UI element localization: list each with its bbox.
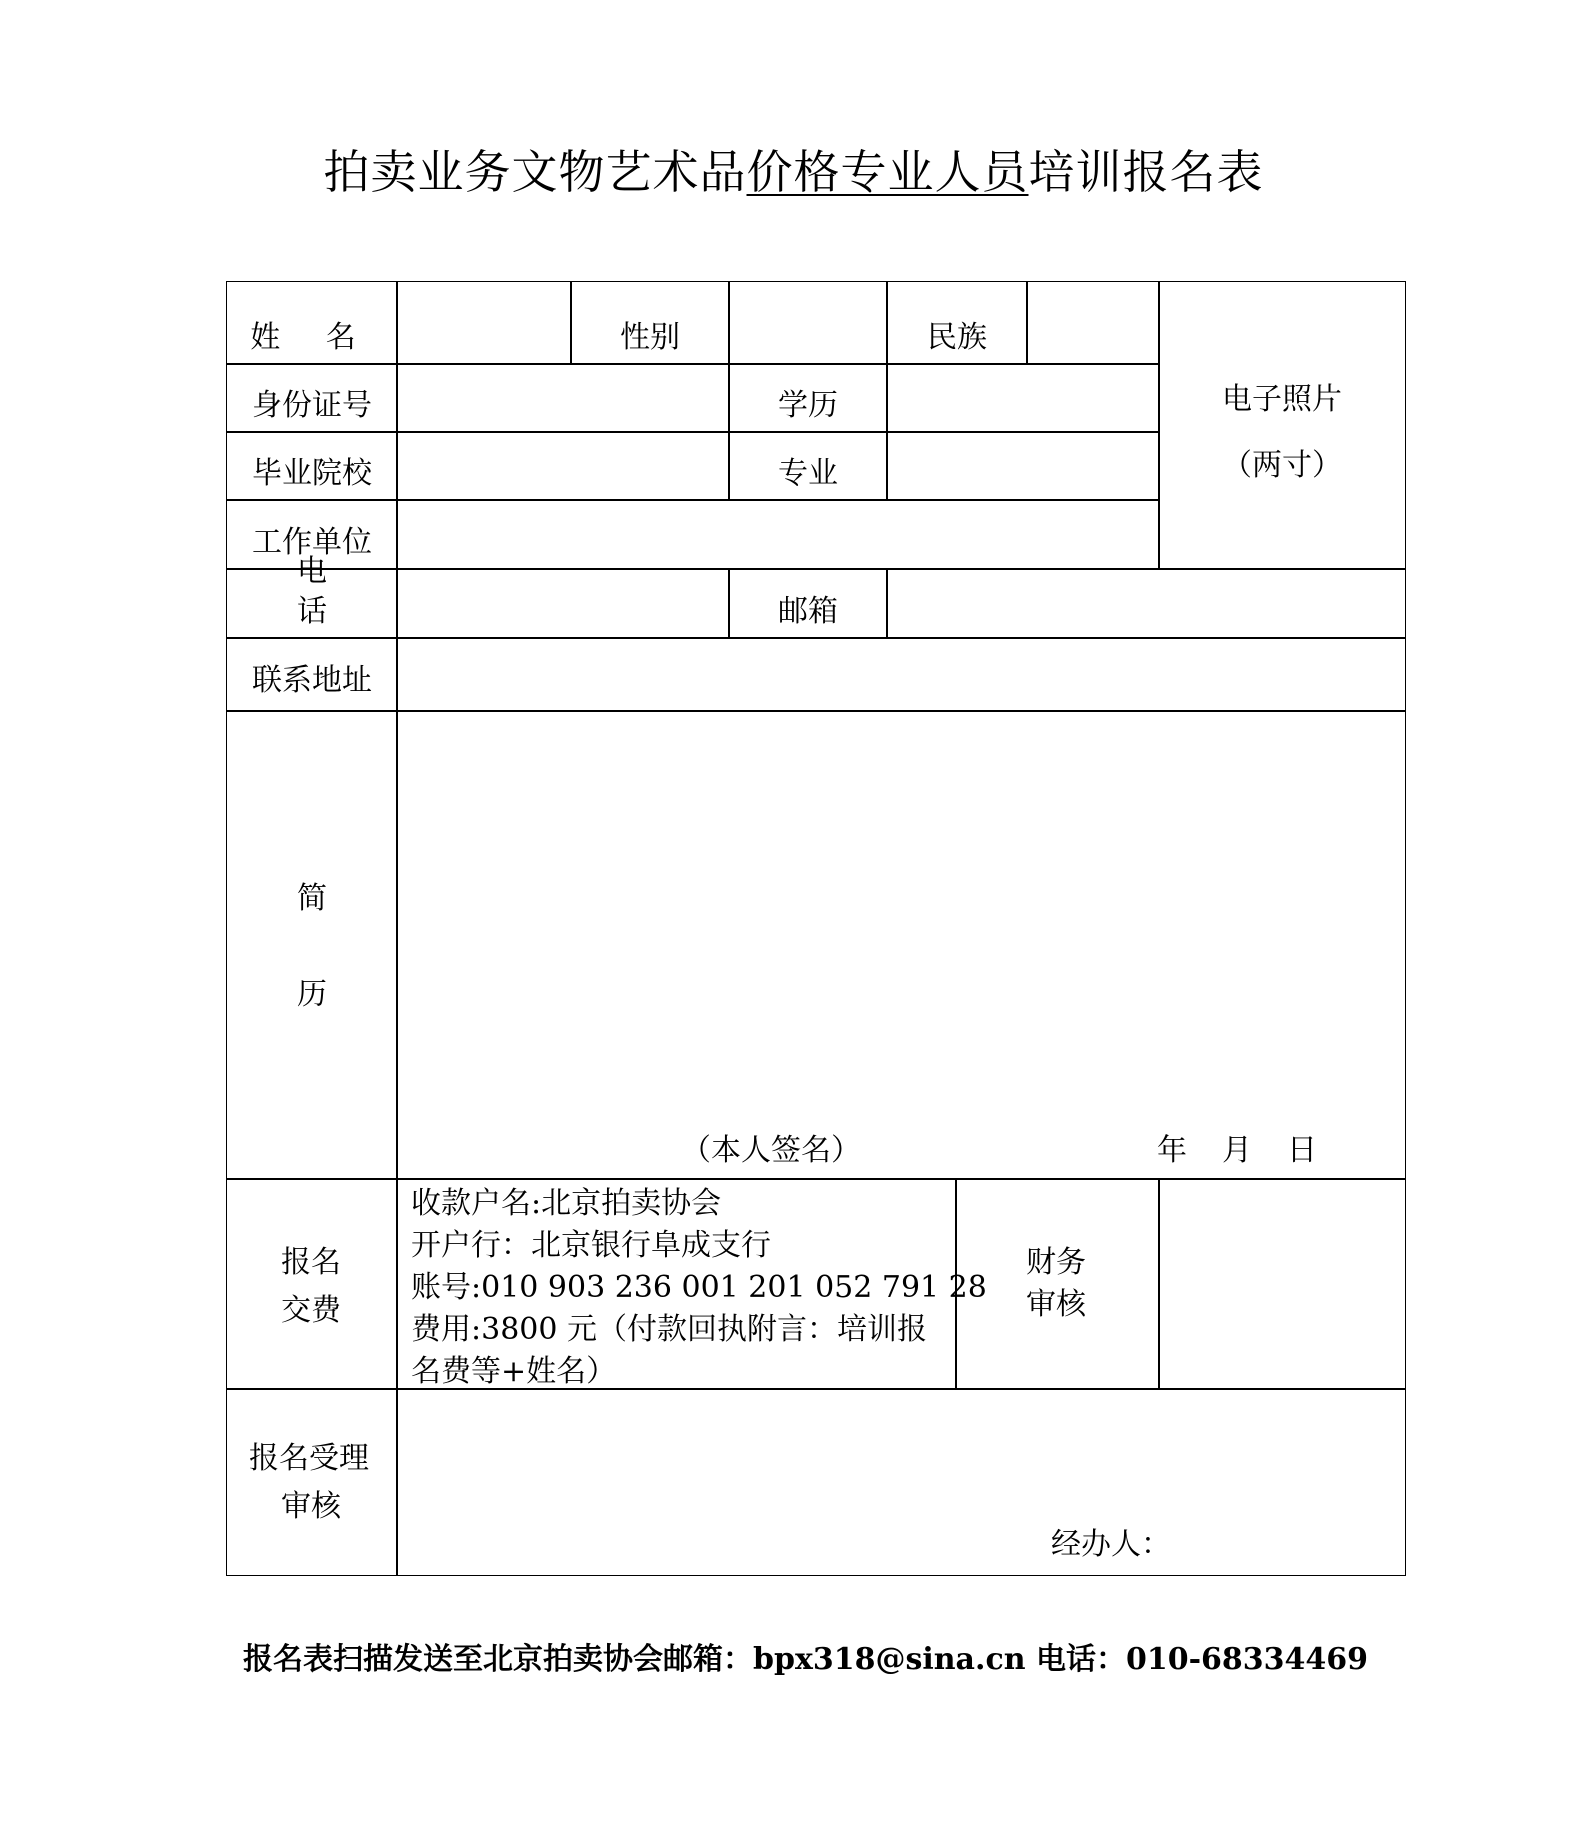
major-field[interactable] xyxy=(886,431,1160,501)
review-field[interactable] xyxy=(396,1388,1406,1576)
major-label-cell xyxy=(728,431,888,501)
payment-account-name: 收款户名:北京拍卖协会 xyxy=(411,1186,722,1221)
review-label-2: 审核 xyxy=(281,1489,341,1524)
finance-label-1: 财务 xyxy=(1026,1245,1086,1280)
email-field[interactable] xyxy=(886,568,1406,639)
date-day: 日 xyxy=(1287,1133,1317,1168)
education-field[interactable] xyxy=(886,363,1160,433)
payment-fee: 费用:3800 元（付款回执附言：培训报 xyxy=(411,1312,927,1347)
school-label-cell xyxy=(226,431,398,501)
date-year: 年 xyxy=(1157,1133,1187,1168)
resume-label-cell xyxy=(226,710,398,1180)
title-part-3: 培训报名表 xyxy=(1028,145,1264,199)
photo-label: 电子照片 xyxy=(1222,382,1342,417)
title-part-2-underlined: 价格专业人员 xyxy=(746,145,1029,199)
name-field[interactable] xyxy=(396,281,572,365)
handler-label: 经办人： xyxy=(1051,1527,1171,1562)
resume-label-1: 简 xyxy=(297,881,327,916)
phone-label: 电 话 xyxy=(297,554,387,629)
footer-note: 报名表扫描发送至北京拍卖协会邮箱：bpx318@sina.cn 电话：010-68334469 xyxy=(243,1642,1369,1677)
phone-label-cell xyxy=(226,554,398,639)
finance-label-2: 审核 xyxy=(1026,1287,1086,1322)
gender-label-cell xyxy=(570,281,730,365)
fee-label-cell xyxy=(226,1178,398,1390)
ethnicity-label: 民族 xyxy=(927,320,987,355)
resume-label-2: 历 xyxy=(297,977,327,1012)
fee-label-1: 报名 xyxy=(281,1245,341,1280)
address-label: 联系地址 xyxy=(252,662,372,698)
major-label: 专业 xyxy=(778,456,838,491)
resume-field[interactable] xyxy=(396,710,1406,1180)
id-label-cell xyxy=(226,363,398,433)
review-label-cell xyxy=(226,1388,398,1576)
payment-info xyxy=(411,1183,987,1393)
ethnicity-field[interactable] xyxy=(1026,281,1160,365)
payment-bank: 开户行：北京银行阜成支行 xyxy=(411,1228,771,1263)
school-label: 毕业院校 xyxy=(252,456,372,491)
signature-label: （本人签名） xyxy=(681,1133,861,1168)
title-part-1: 拍卖业务文物艺术品 xyxy=(323,145,747,199)
gender-field[interactable] xyxy=(728,281,888,365)
date-month: 月 xyxy=(1222,1133,1252,1168)
photo-cell[interactable] xyxy=(1158,281,1406,570)
payment-fee-note: 名费等+姓名） xyxy=(411,1354,617,1389)
phone-field[interactable] xyxy=(396,568,730,639)
education-label-cell xyxy=(728,363,888,433)
ethnicity-label-cell xyxy=(886,281,1028,365)
employer-field[interactable] xyxy=(396,499,1160,570)
email-label-cell xyxy=(728,568,888,639)
page-title xyxy=(0,142,1587,202)
address-field[interactable] xyxy=(396,637,1406,712)
education-label: 学历 xyxy=(778,388,838,423)
email-label: 邮箱 xyxy=(778,594,838,629)
review-label-1: 报名受理 xyxy=(249,1441,369,1476)
name-label: 姓 名 xyxy=(250,320,374,355)
payment-info-cell xyxy=(396,1178,987,1390)
employer-label: 工作单位 xyxy=(252,525,372,560)
payment-account-number: 账号:010 903 236 001 201 052 791 28 xyxy=(411,1270,987,1305)
registration-form xyxy=(226,281,1406,1576)
id-label: 身份证号 xyxy=(252,388,372,423)
photo-size-label: （两寸） xyxy=(1222,448,1342,483)
finance-review-field[interactable] xyxy=(1158,1178,1406,1390)
finance-label-cell xyxy=(955,1178,1160,1390)
name-label-cell xyxy=(226,281,398,365)
school-field[interactable] xyxy=(396,431,730,501)
address-label-cell xyxy=(226,637,398,712)
gender-label: 性别 xyxy=(620,320,680,355)
id-field[interactable] xyxy=(396,363,730,433)
fee-label-2: 交费 xyxy=(281,1293,341,1328)
